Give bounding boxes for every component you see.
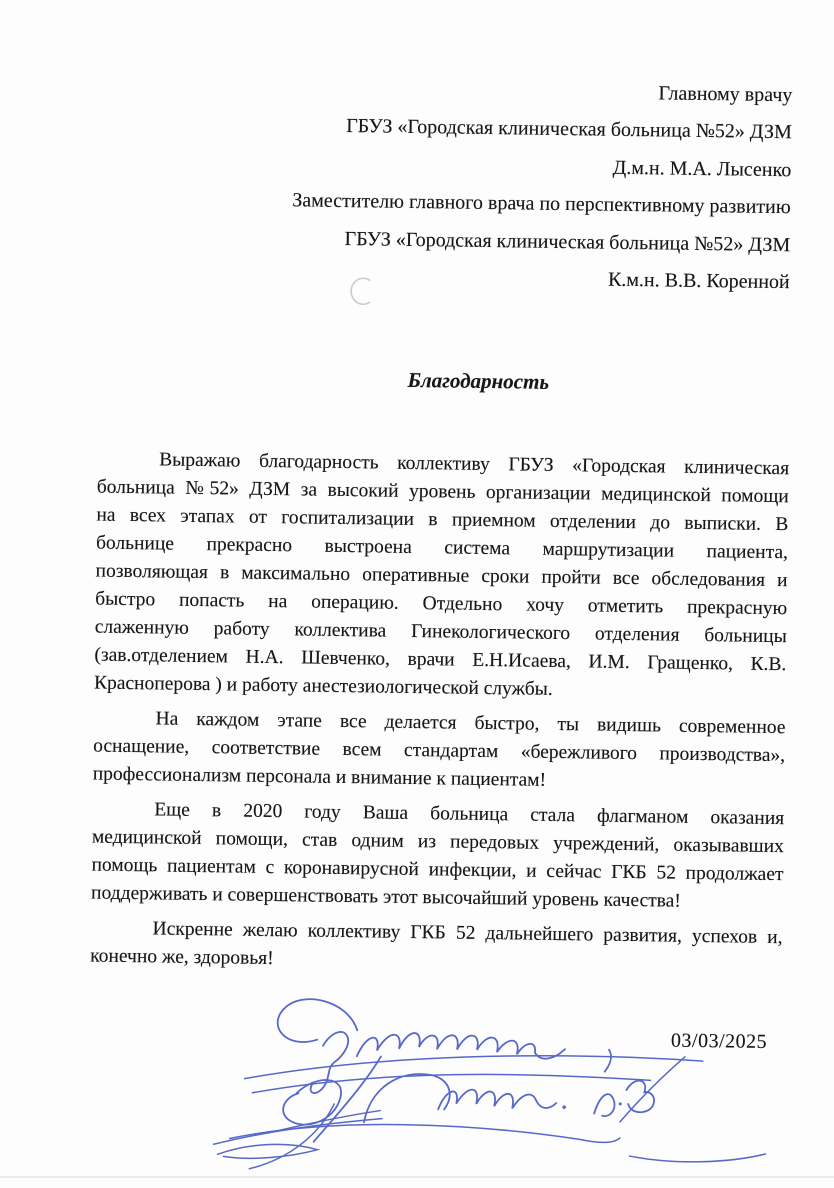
recipient-line: Главному врачу (658, 82, 793, 107)
paragraph-line: На каждом этапе все делается быстро, ты видишь современное (155, 708, 786, 739)
recipient-line: Заместителю главного врача по перспективному развитию (292, 189, 791, 219)
paragraph-line: профессионализм персонала и внимание к пациентам! (92, 763, 547, 791)
signature-stroke (314, 1056, 381, 1143)
paragraph-line: слаженную работу коллектива Гинекологического отделения больницы (94, 616, 787, 648)
paragraph (91, 796, 784, 918)
recipient-line: К.м.н. В.В. Коренной (607, 268, 790, 294)
signature-stroke (605, 1050, 611, 1072)
paragraph-line: больнице прекрасно выстроена система маршрутизации пациента, (95, 532, 789, 564)
paragraph-line: Искренне желаю коллективу ГКБ 52 дальнейшего развития, успехов и, (152, 918, 783, 949)
pen-mark-artifact (347, 275, 377, 307)
paragraph-line: оснащение, соответствие всем стандартам «бережливого производства», (93, 735, 786, 767)
paragraph (93, 705, 786, 799)
signature-stroke (277, 999, 357, 1043)
signature-stroke (438, 1089, 556, 1111)
paragraph-line: конечно же, здоровья! (90, 945, 274, 970)
recipient-block (70, 67, 793, 301)
paragraph-line: больница №52» ДЗМ за высокий уровень организации медицинской помощи (96, 476, 789, 508)
paragraph-line: (зав.отделением Н.А. Шевченко, врачи Е.Н.Исаева, И.М. Гращенко, К.В. (94, 644, 787, 676)
recipient-line: ГБУЗ «Городская клиническая больница №52» ДЗМ (346, 115, 792, 144)
paragraph (94, 446, 789, 708)
paragraph-line: на всех этапах от госпитализации в приемном отделении до выписки. В (96, 504, 789, 536)
signature-stroke (619, 1102, 622, 1105)
signature-stroke (217, 1144, 317, 1160)
signature-stroke (252, 1071, 650, 1098)
stray-arc-icon (347, 275, 377, 307)
handwritten-signature (117, 979, 780, 1188)
recipient-line: ГБУЗ «Городская клиническая больница №52» ДЗМ (344, 227, 791, 256)
signature-stroke (620, 1056, 685, 1123)
signature-stroke (214, 1116, 382, 1146)
signature-stroke (562, 1105, 566, 1109)
paragraph-line: Выражаю благодарность коллективу ГБУЗ «Городская клиническая (159, 449, 790, 480)
paragraph-line: поддерживать и совершенствовать этот высочайший уровень качества! (90, 882, 681, 912)
signature-stroke (626, 1080, 654, 1112)
recipient-line: Д.м.н. М.А. Лысенко (612, 156, 792, 182)
paragraph-line: Еще в 2020 году Ваша больница стала флагманом оказания (154, 799, 785, 830)
paragraph (90, 915, 783, 981)
paragraph-line: позволяющая в максимально оперативные сроки пройти все обследования и (95, 560, 788, 592)
letter-title: Благодарность (407, 367, 550, 394)
signature-stroke (230, 1122, 620, 1144)
scan-edge-artifact (0, 1176, 834, 1178)
letter-body (90, 446, 789, 988)
paragraph-line: помощь пациентам с коронавирусной инфекции, и сейчас ГКБ 52 продолжает (91, 854, 784, 886)
signature-stroke (364, 1073, 450, 1123)
letter-date: 03/03/2025 (670, 1029, 768, 1053)
paragraph-line: Красноперова ) и работу анестезиологической службы. (93, 672, 553, 700)
paragraph-line: быстро попасть на операцию. Отдельно хочу отметить прекрасную (95, 588, 788, 620)
signature-stroke (249, 1103, 334, 1170)
paragraph-line: медицинской помощи, став одним из передовых учреждений, оказывавших (91, 826, 784, 858)
signature-stroke (629, 1152, 765, 1163)
signature-stroke (594, 1094, 615, 1116)
